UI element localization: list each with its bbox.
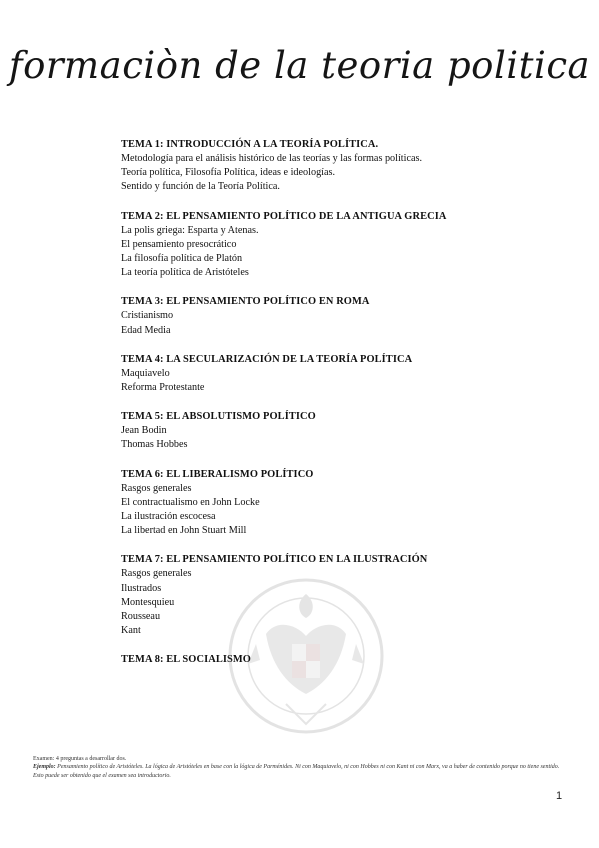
example-label: Ejemplo: [33,764,56,771]
footer-notes [33,755,563,780]
tema-item: La polis griega: Esparta y Atenas. [121,224,259,236]
tema-item: Montesquieu [121,596,175,608]
tema-heading: TEMA 5: EL ABSOLUTISMO POLÍTICO [121,411,316,423]
tema-item: Rousseau [121,611,161,623]
tema-item: Thomas Hobbes [121,439,188,451]
exam-example [33,763,563,780]
tema-item: Rasgos generales [121,482,192,494]
tema-item: Teoría política, Filosofía Política, ideas e ideologías. [121,167,336,179]
tema-item: La ilustración escocesa [121,511,216,523]
tema-section [121,352,521,395]
tema-heading: TEMA 2: EL PENSAMIENTO POLÍTICO DE LA ANTIGUA GRECIA [121,210,447,222]
tema-heading: TEMA 6: EL LIBERALISMO POLÍTICO [121,468,314,480]
tema-item: Edad Media [121,324,171,336]
document-title: formaciòn de la teoria politica [8,44,591,87]
tema-heading: TEMA 8: EL SOCIALISMO [121,654,251,666]
university-seal [226,574,386,738]
tema-section [121,467,521,539]
tema-section [121,294,521,337]
tema-item: Maquiavelo [121,367,170,379]
tema-item: Sentido y función de la Teoría Política. [121,181,280,193]
tema-item: El pensamiento presocrático [121,238,237,250]
tema-item: Kant [121,625,141,637]
tema-heading: TEMA 4: LA SECULARIZACIÓN DE LA TEORÍA POLÍTICA [121,353,413,365]
tema-item: Metodología para el análisis histórico de las teorías y las formas políticas. [121,153,423,164]
tema-section [121,209,521,281]
tema-item: Cristianismo [121,310,174,322]
tema-heading: TEMA 7: EL PENSAMIENTO POLÍTICO EN LA ILUSTRACIÓN [121,554,428,566]
tema-item: Rasgos generales [121,568,192,580]
tema-item: La filosofía política de Platón [121,253,243,265]
page-number: 1 [556,790,563,802]
tema-item: Reforma Protestante [121,382,205,394]
tema-item: Jean Bodin [121,425,167,437]
tema-item: El contractualismo en John Locke [121,496,260,508]
tema-section [121,409,521,452]
tema-item: La teoría política de Aristóteles [121,267,249,279]
tema-item: La libertad en John Stuart Mill [121,525,247,537]
tema-item: Ilustrados [121,582,162,594]
tema-section [121,137,521,195]
tema-heading: TEMA 3: EL PENSAMIENTO POLÍTICO EN ROMA [121,296,370,308]
example-text: Pensamiento político de Aristóteles. La lógica de Aristóteles en base con la lógica de Parménides. Ni con Maquiavelo, ni con Hobbes ni con Kant ni con Marx, va a haber de contenido porque no tiene sentido. Esto puede ser obtenido que el examen sea introductorio. [33,764,560,779]
exam-note: Examen: 4 preguntas a desarrollar dos. [33,756,127,762]
tema-heading: TEMA 1: INTRODUCCIÓN A LA TEORÍA POLÍTICA. [121,139,379,150]
